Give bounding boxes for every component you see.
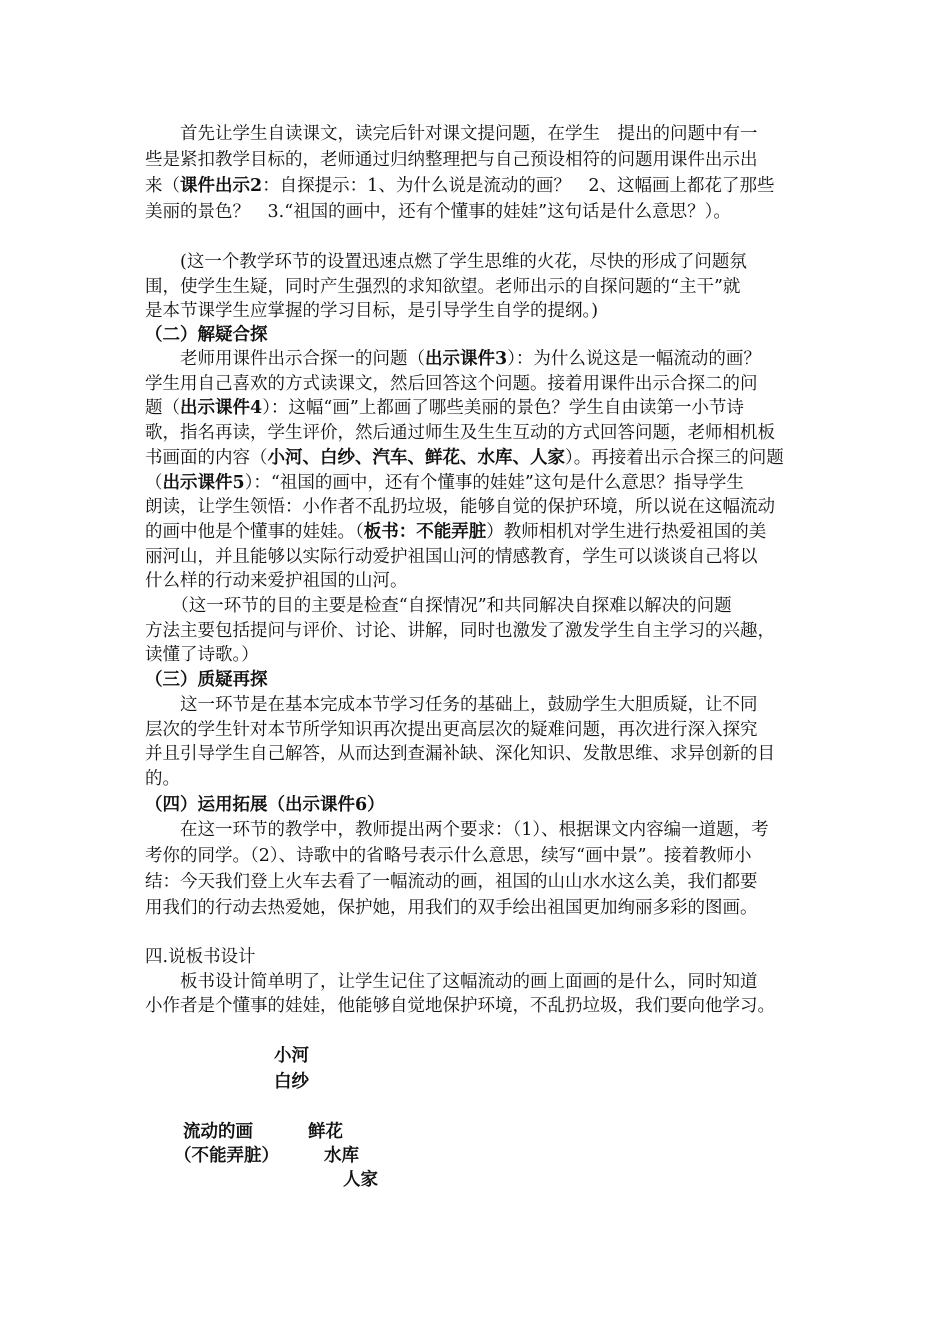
- paragraph-2-line-1: (这一个教学环节的设置迅速点燃了学生思维的火花，尽快的形成了问题氛: [145, 252, 747, 272]
- section-heading-4: （四）运用拓展（出示课件6）: [145, 795, 385, 815]
- paragraph-3-line-10: 什么样的行动来爱护祖国的山河。: [145, 571, 408, 591]
- paragraph-7-line-1: 板书设计简单明了，让学生记住了这幅流动的画上面画的是什么，同时知道: [145, 972, 758, 992]
- board-item-reservoir: 水库: [324, 1146, 359, 1166]
- paragraph-6-line-3: 结：今天我们登上火车去看了一幅流动的画，祖国的山山水水这么美，我们都要: [145, 872, 758, 892]
- paragraph-1-line-3: 来（课件出示2：自探提示：1、为什么说是流动的画？ 2、这幅画上都花了那些: [145, 176, 775, 196]
- paragraph-4-line-1: （这一环节的目的主要是检查“自探情况”和共同解决自探难以解决的问题: [145, 596, 732, 616]
- section-heading-3: （三）质疑再探: [145, 670, 268, 690]
- paragraph-4-line-2: 方法主要包括提问与评价、讨论、讲解，同时也激发了激发学生自主学习的兴趣，: [145, 621, 775, 641]
- bold-courseware-label: 课件出示2: [180, 176, 263, 196]
- paragraph-5-line-2: 层次的学生针对本节所学知识再次提出更高层次的疑难问题，再次进行深入探究: [145, 720, 758, 740]
- board-note: （不能弄脏）: [174, 1146, 279, 1166]
- paragraph-6-line-4: 用我们的行动去热爱她，保护她，用我们的双手绘出祖国更加绚丽多彩的图画。: [145, 898, 758, 918]
- paragraph-7-line-2: 小作者是个懂事的娃娃，他能够自觉地保护环境，不乱扔垃圾，我们要向他学习。: [145, 996, 775, 1016]
- paragraph-6-line-1: 在这一环节的教学中，教师提出两个要求：（1）、根据课文内容编一道题，考: [145, 820, 769, 840]
- paragraph-3-line-4: 歌，指名再读，学生评价，然后通过师生及生生互动的方式回答问题，老师相机板: [145, 423, 775, 443]
- board-item-homes: 人家: [343, 1170, 378, 1190]
- paragraph-3-line-8: 的画中他是个懂事的娃娃。（板书：不能弄脏）教师相机对学生进行热爱祖国的美: [145, 522, 767, 542]
- paragraph-3-line-9: 丽河山，并且能够以实际行动爱护祖国山河的情感教育，学生可以谈谈自己将以: [145, 547, 758, 567]
- paragraph-3-line-7: 朗读，让学生领悟：小作者不乱扔垃圾，能够自觉的保护环境，所以说在这幅流动: [145, 497, 775, 517]
- board-item-river: 小河: [274, 1046, 309, 1066]
- board-item-flowers: 鲜花: [308, 1122, 343, 1142]
- paragraph-5-line-3: 并且引导学生自己解答，从而达到查漏补缺、深化知识、发散思维、求异创新的目: [145, 744, 775, 764]
- board-item-gauze: 白纱: [274, 1072, 309, 1092]
- paragraph-1-line-1: 首先让学生自读课文，读完后针对课文提问题，在学生 提出的问题中有一: [145, 124, 758, 144]
- paragraph-1-line-4: 美丽的景色？ 3.“祖国的画中，还有个懂事的娃娃”这句话是什么意思？）。: [145, 202, 731, 222]
- paragraph-3-line-1: 老师用课件出示合探一的问题（出示课件3）：为什么说这是一幅流动的画？: [145, 349, 761, 369]
- paragraph-3-line-6: （出示课件5）：“祖国的画中，还有个懂事的娃娃”这句是什么意思？指导学生: [145, 473, 744, 493]
- section-heading-5: 四.说板书设计: [145, 947, 256, 967]
- paragraph-3-line-3: 题（出示课件4）：这幅“画”上都画了哪些美丽的景色？学生自由读第一小节诗: [145, 398, 744, 418]
- paragraph-2-line-3: 是本节课学生应掌握的学习目标，是引导学生自学的提纲。): [145, 301, 599, 321]
- board-title: 流动的画: [183, 1122, 253, 1142]
- paragraph-4-line-3: 读懂了诗歌。）: [145, 645, 259, 665]
- paragraph-3-line-5: 书画面的内容（小河、白纱、汽车、鲜花、水库、人家）。再接着出示合探三的问题: [145, 448, 784, 468]
- section-heading-2: （二）解疑合探: [145, 325, 268, 345]
- paragraph-2-line-2: 围，使学生生疑，同时产生强烈的求知欲望。老师出示的自探问题的“主干”就: [145, 277, 741, 297]
- paragraph-1-line-2: 些是紧扣教学目标的，老师通过归纳整理把与自己预设相符的问题用课件出示出: [145, 150, 758, 170]
- paragraph-5-line-1: 这一环节是在基本完成本节学习任务的基础上，鼓励学生大胆质疑，让不同: [145, 695, 758, 715]
- paragraph-3-line-2: 学生用自己喜欢的方式读课文，然后回答这个问题。接着用课件出示合探二的问: [145, 374, 758, 394]
- paragraph-5-line-4: 的。: [145, 769, 180, 789]
- paragraph-6-line-2: 考你的同学。（2）、诗歌中的省略号表示什么意思，续写“画中景”。接着教师小: [145, 846, 752, 866]
